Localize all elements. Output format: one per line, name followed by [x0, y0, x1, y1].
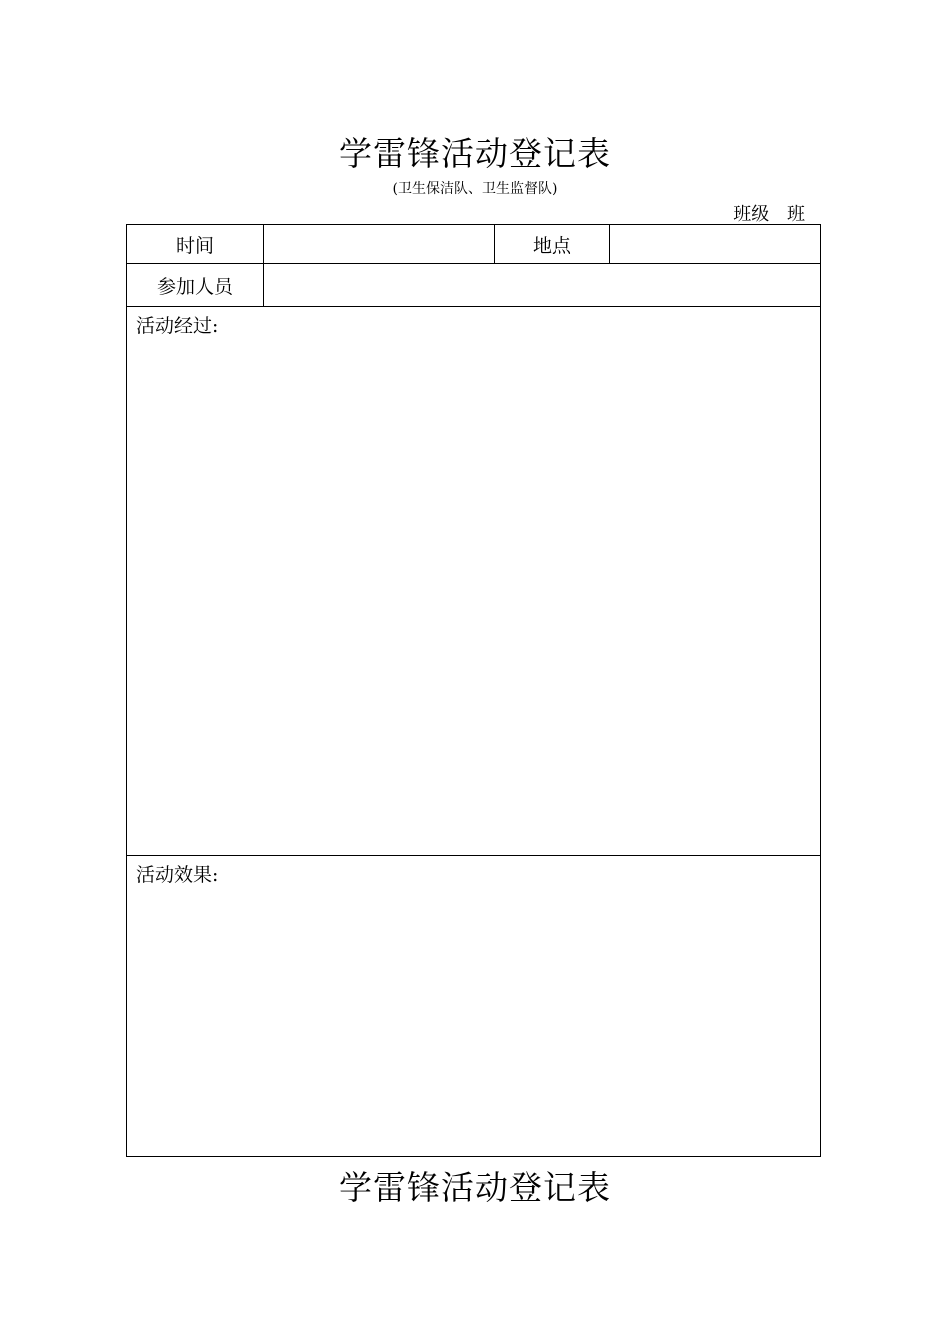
- effect-cell[interactable]: [127, 856, 821, 1157]
- process-row: [127, 307, 821, 856]
- time-value-cell[interactable]: [264, 225, 495, 264]
- participants-value-cell[interactable]: [264, 264, 821, 307]
- location-label: 地点: [495, 225, 610, 264]
- participants-label: 参加人员: [127, 264, 264, 307]
- effect-row: [127, 856, 821, 1157]
- registration-form: [126, 224, 821, 1157]
- process-label: 活动经过:: [136, 315, 219, 337]
- process-cell[interactable]: [127, 307, 821, 856]
- location-value-cell[interactable]: [610, 225, 821, 264]
- effect-label: 活动效果:: [136, 864, 219, 886]
- class-field: [733, 200, 805, 226]
- time-label: 时间: [127, 225, 264, 264]
- page-title: 学雷锋活动登记表: [339, 134, 611, 173]
- class-suffix: 班: [787, 204, 805, 225]
- time-location-row: [127, 225, 821, 264]
- class-label: 班级: [733, 204, 770, 225]
- page-subtitle: (卫生保洁队、卫生监督队): [392, 181, 558, 197]
- participants-row: [127, 264, 821, 307]
- footer-title: 学雷锋活动登记表: [339, 1168, 611, 1207]
